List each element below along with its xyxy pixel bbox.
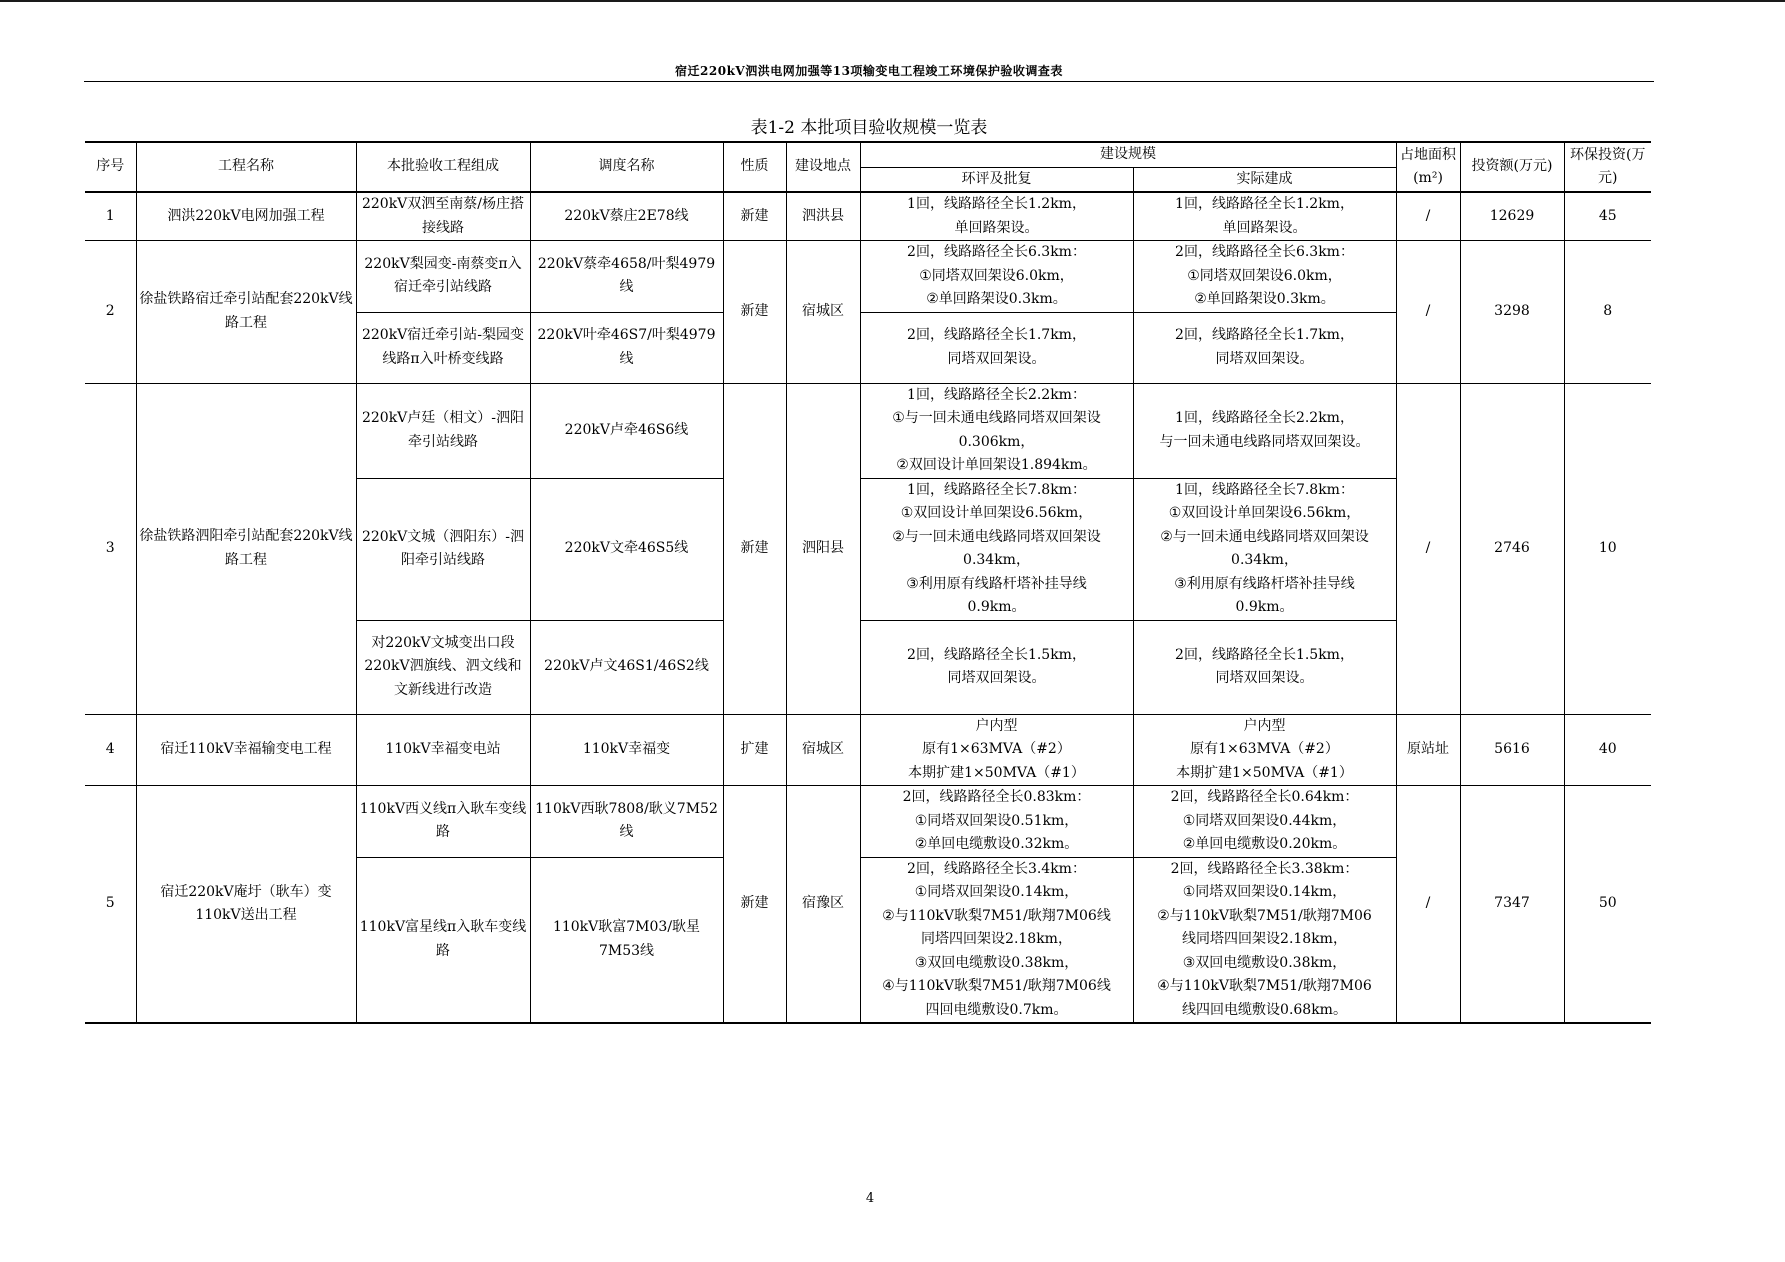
location-cell: 宿城区 [786,714,860,786]
col-header-land-area: 占地面积(m²) [1396,142,1460,192]
dispatch-cell: 220kV蔡牵4658/叶梨4979线 [530,241,723,313]
investment-cell: 7347 [1460,786,1564,1024]
running-header: 宿迁220kV泗洪电网加强等13项输变电工程竣工环境保护验收调查表 [675,64,1063,78]
env-investment-cell: 45 [1564,192,1651,241]
col-header-eia-approval: 环评及批复 [860,167,1133,192]
composition-cell: 110kV西义线π入耿车变线路 [356,786,530,858]
land-area-cell: 原站址 [1396,714,1460,786]
project-name-cell: 泗洪220kV电网加强工程 [136,192,356,241]
table-row [85,714,1651,786]
nature-cell: 新建 [723,786,786,1024]
actual-cell: 2回，线路路径全长1.5km， 同塔双回架设。 [1133,620,1396,714]
acceptance-scale-table [85,141,1651,1024]
actual-cell: 1回，线路路径全长1.2km， 单回路架设。 [1133,192,1396,241]
land-area-cell: / [1396,383,1460,714]
table-row [85,192,1651,241]
col-header-composition: 本批验收工程组成 [356,142,530,192]
investment-cell: 12629 [1460,192,1564,241]
table-row [85,786,1651,858]
col-header-dispatch-name: 调度名称 [530,142,723,192]
composition-cell: 220kV双泗至南蔡/杨庄搭接线路 [356,192,530,241]
top-border-line [0,0,1785,2]
env-investment-cell: 8 [1564,241,1651,384]
col-header-seq: 序号 [85,142,136,192]
col-header-actual: 实际建成 [1133,167,1396,192]
investment-cell: 2746 [1460,383,1564,714]
nature-cell: 新建 [723,192,786,241]
actual-cell: 2回，线路路径全长1.7km， 同塔双回架设。 [1133,312,1396,383]
investment-cell: 5616 [1460,714,1564,786]
actual-cell: 1回，线路路径全长2.2km， 与一回未通电线路同塔双回架设。 [1133,383,1396,478]
seq-cell: 5 [85,786,136,1024]
table-row [85,241,1651,313]
project-name-cell: 宿迁110kV幸福输变电工程 [136,714,356,786]
table-row [85,383,1651,478]
dispatch-cell: 220kV文牵46S5线 [530,478,723,620]
dispatch-cell: 220kV蔡庄2E78线 [530,192,723,241]
eia-cell: 2回，线路路径全长6.3km： ①同塔双回架设6.0km， ②单回路架设0.3km。 [860,241,1133,313]
col-header-project-name: 工程名称 [136,142,356,192]
col-header-env-investment: 环保投资(万元) [1564,142,1651,192]
actual-cell: 2回，线路路径全长3.38km： ①同塔双回架设0.14km， ②与110kV耿梨7M51/耿翔7M06 线同塔四回架设2.18km， ③双回电缆敷设0.38km， ④与110kV耿梨7M51/耿翔7M06 线四回电缆敷设0.68km。 [1133,857,1396,1023]
dispatch-cell: 220kV卢文46S1/46S2线 [530,620,723,714]
nature-cell: 新建 [723,383,786,714]
actual-cell: 2回，线路路径全长6.3km： ①同塔双回架设6.0km， ②单回路架设0.3km。 [1133,241,1396,313]
header-rule [84,81,1654,82]
project-name-cell: 徐盐铁路宿迁牵引站配套220kV线路工程 [136,241,356,384]
dispatch-cell: 220kV叶牵46S7/叶梨4979线 [530,312,723,383]
col-header-investment: 投资额(万元) [1460,142,1564,192]
location-cell: 泗洪县 [786,192,860,241]
env-investment-cell: 40 [1564,714,1651,786]
eia-cell: 2回，线路路径全长1.7km， 同塔双回架设。 [860,312,1133,383]
land-area-cell: / [1396,192,1460,241]
seq-cell: 2 [85,241,136,384]
eia-cell: 户内型 原有1×63MVA（#2） 本期扩建1×50MVA（#1） [860,714,1133,786]
table-caption: 表1-2 本批项目验收规模一览表 [750,118,988,138]
investment-cell: 3298 [1460,241,1564,384]
seq-cell: 3 [85,383,136,714]
actual-cell: 户内型 原有1×63MVA（#2） 本期扩建1×50MVA（#1） [1133,714,1396,786]
dispatch-cell: 220kV卢牵46S6线 [530,383,723,478]
composition-cell: 220kV梨园变-南蔡变π入宿迁牵引站线路 [356,241,530,313]
eia-cell: 1回，线路路径全长2.2km： ①与一回未通电线路同塔双回架设 0.306km， ②双回设计单回架设1.894km。 [860,383,1133,478]
project-name-cell: 徐盐铁路泗阳牵引站配套220kV线路工程 [136,383,356,714]
composition-cell: 220kV卢廷（相文）-泗阳牵引站线路 [356,383,530,478]
composition-cell: 对220kV文城变出口段220kV泗旗线、泗文线和文新线进行改造 [356,620,530,714]
eia-cell: 2回，线路路径全长3.4km： ①同塔双回架设0.14km， ②与110kV耿梨7M51/耿翔7M06线 同塔四回架设2.18km， ③双回电缆敷设0.38km， ④与110kV耿梨7M51/耿翔7M06线 四回电缆敷设0.7km。 [860,857,1133,1023]
composition-cell: 110kV幸福变电站 [356,714,530,786]
eia-cell: 2回，线路路径全长0.83km： ①同塔双回架设0.51km， ②单回电缆敷设0.32km。 [860,786,1133,858]
location-cell: 宿豫区 [786,786,860,1024]
location-cell: 泗阳县 [786,383,860,714]
eia-cell: 2回，线路路径全长1.5km， 同塔双回架设。 [860,620,1133,714]
eia-cell: 1回，线路路径全长7.8km： ①双回设计单回架设6.56km， ②与一回未通电线路同塔双回架设 0.34km， ③利用原有线路杆塔补挂导线 0.9km。 [860,478,1133,620]
col-header-nature: 性质 [723,142,786,192]
seq-cell: 1 [85,192,136,241]
dispatch-cell: 110kV幸福变 [530,714,723,786]
land-area-cell: / [1396,241,1460,384]
env-investment-cell: 10 [1564,383,1651,714]
page-number: 4 [865,1191,875,1206]
actual-cell: 2回，线路路径全长0.64km： ①同塔双回架设0.44km， ②单回电缆敷设0.20km。 [1133,786,1396,858]
land-area-cell: / [1396,786,1460,1024]
nature-cell: 扩建 [723,714,786,786]
col-header-scale: 建设规模 [860,142,1396,167]
location-cell: 宿城区 [786,241,860,384]
composition-cell: 110kV富星线π入耿车变线路 [356,857,530,1023]
env-investment-cell: 50 [1564,786,1651,1024]
dispatch-cell: 110kV耿富7M03/耿星7M53线 [530,857,723,1023]
nature-cell: 新建 [723,241,786,384]
project-name-cell: 宿迁220kV庵圩（耿车）变110kV送出工程 [136,786,356,1024]
composition-cell: 220kV文城（泗阳东）-泗阳牵引站线路 [356,478,530,620]
eia-cell: 1回，线路路径全长1.2km， 单回路架设。 [860,192,1133,241]
dispatch-cell: 110kV西耿7808/耿义7M52线 [530,786,723,858]
actual-cell: 1回，线路路径全长7.8km： ①双回设计单回架设6.56km， ②与一回未通电线路同塔双回架设 0.34km， ③利用原有线路杆塔补挂导线 0.9km。 [1133,478,1396,620]
seq-cell: 4 [85,714,136,786]
col-header-location: 建设地点 [786,142,860,192]
composition-cell: 220kV宿迁牵引站-梨园变线路π入叶桥变线路 [356,312,530,383]
